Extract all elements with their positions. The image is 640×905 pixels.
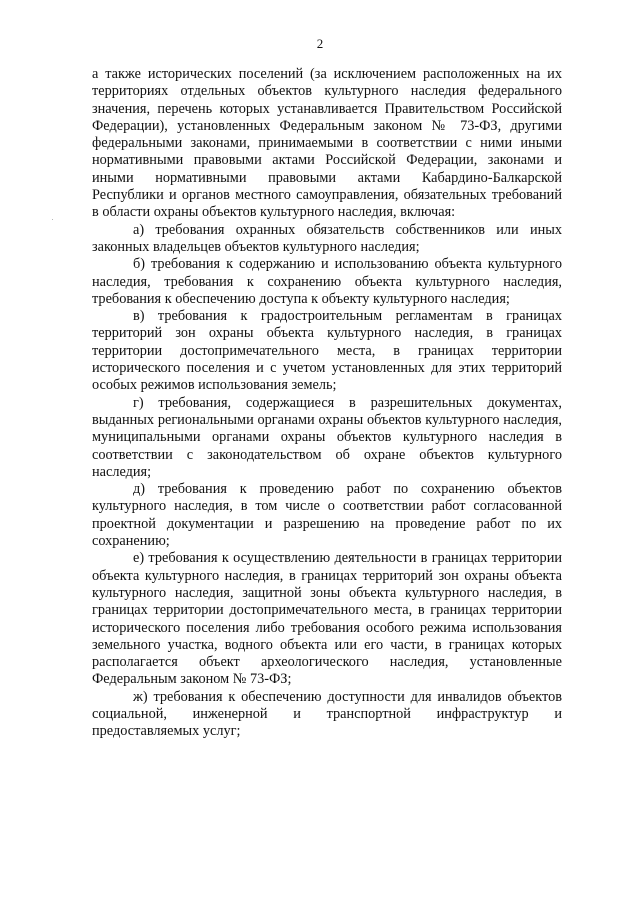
paragraph-item-g: г) требования, содержащиеся в разрешительных документах, выданных региональными органами охраны объектов культурного наследия, муниципальными органами охраны объектов культурного наследия в соответствии с законодательством об охране объектов культурного наследия;	[92, 394, 562, 480]
paragraph-item-b: б) требования к содержанию и использованию объекта культурного наследия, требования к сохранению объекта культурного наследия, требования к обеспечению доступа к объекту культурного наследия;	[92, 256, 562, 307]
paragraph-intro-continuation: а также исторических поселений (за исключением расположенных на их территориях отдельных объектов культурного наследия федерального значения, перечень которых устанавливается Правительством Российской Федерации), установленных Федеральным законом № 73-ФЗ, другими федеральными законами, принимаемыми в соответствии с ними иными нормативными правовыми актами Российской Федерации, законами и иными нормативными правовыми актами Кабардино-Балкарской Республики и органов местного самоуправления, обязательных требований в области охраны объектов культурного наследия, включая:	[92, 66, 562, 221]
paragraph-item-zh: ж) требования к обеспечению доступности для инвалидов объектов социальной, инженерной и транспортной инфраструктур и предоставляемых услуг;	[92, 688, 562, 740]
document-body	[92, 66, 562, 741]
paragraph-item-a: а) требования охранных обязательств собственников или иных законных владельцев объектов культурного наследия;	[92, 221, 562, 255]
paragraph-item-v: в) требования к градостроительным регламентам в границах территорий зон охраны объекта культурного наследия, в границах территории достопримечательного места, в границах территории исторического поселения и с учетом установленных для этих территорий особых режимов использования земель;	[92, 308, 562, 394]
paragraph-item-d: д) требования к проведению работ по сохранению объектов культурного наследия, в том числе о соответствии работ согласованной проектной документации и разрешению на проведение работ по их сохранению;	[92, 481, 562, 550]
scan-margin-mark	[52, 219, 53, 220]
paragraph-item-e: е) требования к осуществлению деятельности в границах территории объекта культурного наследия, в границах территорий зон охраны объекта культурного наследия, защитной зоны объекта культурного наследия, в границах территории достопримечательного места, в границах территории исторического поселения либо требования особого режима использования земельного участка, водного объекта или его части, в границах которых располагается объект археологического наследия, установленные Федеральным законом № 73-ФЗ;	[92, 550, 562, 688]
page-number: 2	[316, 36, 324, 51]
